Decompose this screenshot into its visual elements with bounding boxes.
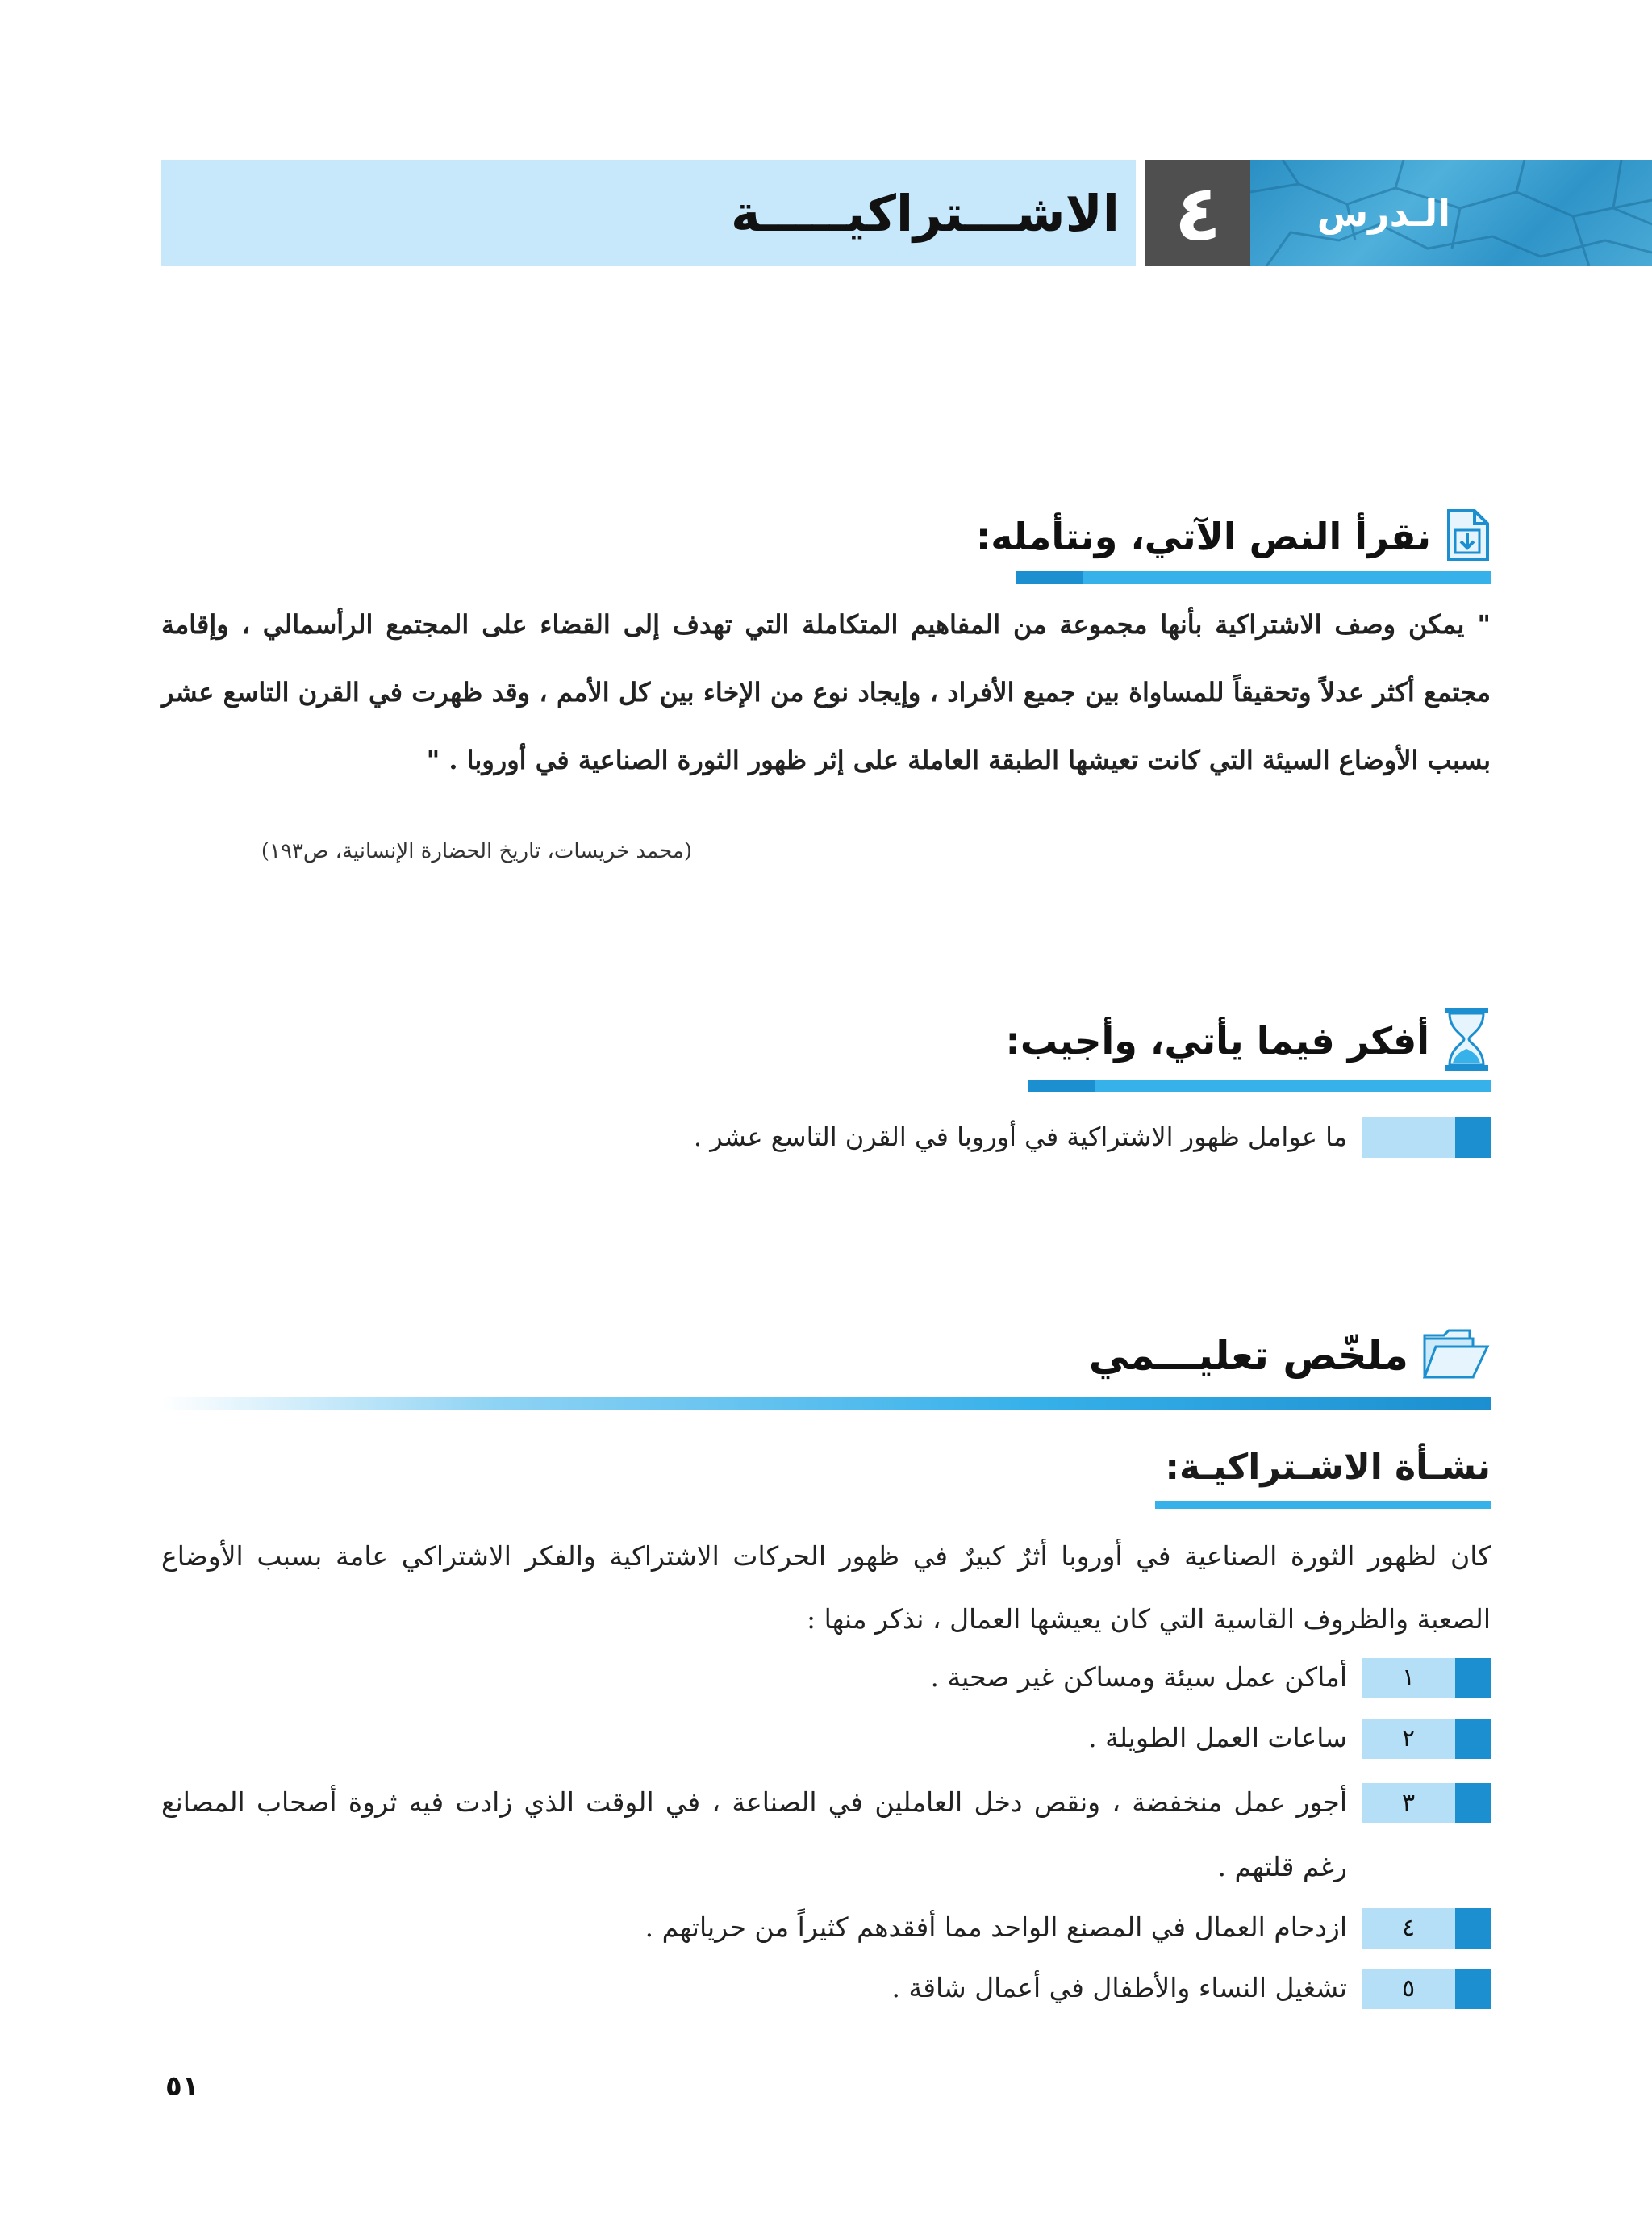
list-item-text: ساعات العمل الطويلة . (1088, 1722, 1347, 1753)
list-marker (1362, 1783, 1491, 1823)
page-number: ٥١ (165, 2070, 199, 2103)
quote-citation-wrap (261, 839, 692, 863)
list-item (161, 1969, 1491, 2009)
think-section-heading (1005, 1009, 1491, 1073)
read-underbar (1016, 571, 1491, 584)
lesson-label-panel (1250, 160, 1652, 266)
summary-intro: كان لظهور الثورة الصناعية في أوروبا أثرٌ كبيرٌ في ظهور الحركات الاشتراكية والفكر الاشتراكي عامة بسبب الأوضاع الصعبة والظروف القاسية التي كان يعيشها العمال ، نذكر منها : (161, 1540, 1491, 1635)
folder-icon (1421, 1327, 1491, 1384)
list-item-text: أجور عمل منخفضة ، ونقص دخل العاملين في الصناعة ، في الوقت الذي زادت فيه ثروة أصحاب المصانع رغم قلتهم . (161, 1786, 1347, 1882)
list-number: ٢ (1401, 1724, 1416, 1752)
list-number: ٥ (1401, 1974, 1416, 2003)
list-marker (1362, 1969, 1491, 2009)
list-item-text: ازدحام العمال في المصنع الواحد مما أفقدهم كثيراً من حرياتهم . (645, 1911, 1347, 1943)
lesson-label: الـدرس (1316, 191, 1450, 235)
download-document-icon (1444, 508, 1491, 565)
list-item (161, 1719, 1491, 1759)
think-underbar (1028, 1080, 1491, 1092)
list-marker (1362, 1908, 1491, 1949)
lesson-title-strip (161, 160, 1136, 266)
summary-underbar (161, 1397, 1491, 1410)
cracked-texture-decoration (1250, 160, 1652, 266)
list-item (161, 1783, 1491, 1888)
hourglass-icon (1442, 1006, 1491, 1076)
summary-section-heading (1089, 1323, 1491, 1388)
think-question-row (161, 1117, 1491, 1158)
list-marker (1362, 1719, 1491, 1759)
read-section-heading (976, 508, 1491, 565)
think-underbar-accent (1028, 1080, 1095, 1092)
list-item (161, 1658, 1491, 1698)
list-number: ١ (1401, 1664, 1416, 1692)
think-question: ما عوامل ظهور الاشتراكية في أوروبا في القرن التاسع عشر . (693, 1122, 1347, 1152)
list-item (161, 1908, 1491, 1949)
list-item-text: أماكن عمل سيئة ومساكن غير صحية . (930, 1661, 1347, 1693)
lesson-number: ٤ (1145, 160, 1250, 266)
list-item-text: تشغيل النساء والأطفال في أعمال شاقة . (891, 1972, 1347, 2003)
read-section-title: نقرأ النص الآتي، ونتأمله: (975, 515, 1431, 558)
quote-paragraph: " يمكن وصف الاشتراكية بأنها مجموعة من المفاهيم المتكاملة التي تهدف إلى القضاء على المجتمع الرأسمالي ، وإقامة مجتمع أكثر عدلاً وتحقيقاً للمساواة بين جميع الأفراد ، وإيجاد نوع من الإخاء بين كل الأمم ، وقد ظهرت في القرن التاسع عشر بسبب الأوضاع السيئة التي كانت تعيشها الطبقة العاملة على إثر ظهور الثورة الصناعية في أوروبا . " (161, 609, 1491, 775)
lesson-title: الاشـــتراكيـــــة (730, 183, 1120, 243)
list-number: ٣ (1401, 1789, 1416, 1817)
think-section-title: أفكر فيما يأتي، وأجيب: (1005, 1019, 1429, 1063)
summary-section-title: ملخّص تعليـــمي (1088, 1332, 1408, 1379)
question-marker (1362, 1117, 1491, 1158)
subheading-underbar (1155, 1501, 1491, 1509)
quote-citation: (محمد خريسات، تاريخ الحضارة الإنسانية، ص١٩٣) (261, 839, 692, 863)
summary-subheading: نشـأة الاشـتراكيـة: (1165, 1446, 1491, 1488)
list-marker (1362, 1658, 1491, 1698)
list-number: ٤ (1401, 1914, 1416, 1942)
read-underbar-accent (1016, 571, 1083, 584)
summary-subheading-wrap (1165, 1443, 1491, 1491)
